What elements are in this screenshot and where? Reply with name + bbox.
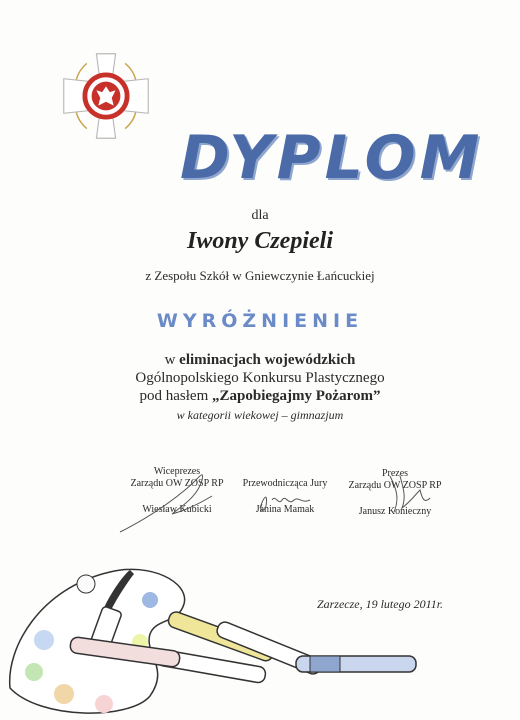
description-bold: eliminacjach wojewódzkich xyxy=(179,352,356,368)
description-prefix: w xyxy=(164,352,180,368)
signature-name: Janusz Konieczny xyxy=(358,506,432,517)
signature-role-org: Zarządu OW ZOSP RP xyxy=(130,478,224,489)
description-line-3 xyxy=(0,388,520,405)
description-line-2: Ogólnopolskiego Konkursu Plastycznego xyxy=(135,370,385,386)
issue-date: Zarzecze, 19 lutego 2011r. xyxy=(316,597,444,611)
handwritten-signature xyxy=(330,468,460,528)
for-label: dla xyxy=(251,208,269,223)
signature-name: Wiesław Kubicki xyxy=(142,504,212,515)
contest-slogan: „Zapobiegajmy Pożarom” xyxy=(212,388,381,404)
description-line3-prefix: pod hasłem xyxy=(139,388,213,404)
age-category: w kategorii wiekowej – gimnazjum xyxy=(176,408,344,422)
signature-name: Janina Mamak xyxy=(255,504,315,515)
paint-palette-illustration xyxy=(0,548,440,720)
signature-role: Wiceprezes xyxy=(153,466,201,477)
fire-brigade-emblem xyxy=(58,48,154,144)
signature-role-org: Zarządu OW ZOSP RP xyxy=(348,480,442,491)
description-line-1 xyxy=(0,352,520,369)
award-title: WYRÓŻNIENIE xyxy=(156,310,364,332)
diploma-title: DYPLOM xyxy=(180,123,484,193)
recipient-name: Iwony Czepieli xyxy=(186,228,333,254)
signature-role: Przewodnicząca Jury xyxy=(242,478,328,489)
recipient-school: z Zespołu Szkół w Gniewczynie Łańcuckiej xyxy=(145,268,375,283)
signature-president xyxy=(330,468,460,518)
signature-role: Prezes xyxy=(381,468,409,479)
